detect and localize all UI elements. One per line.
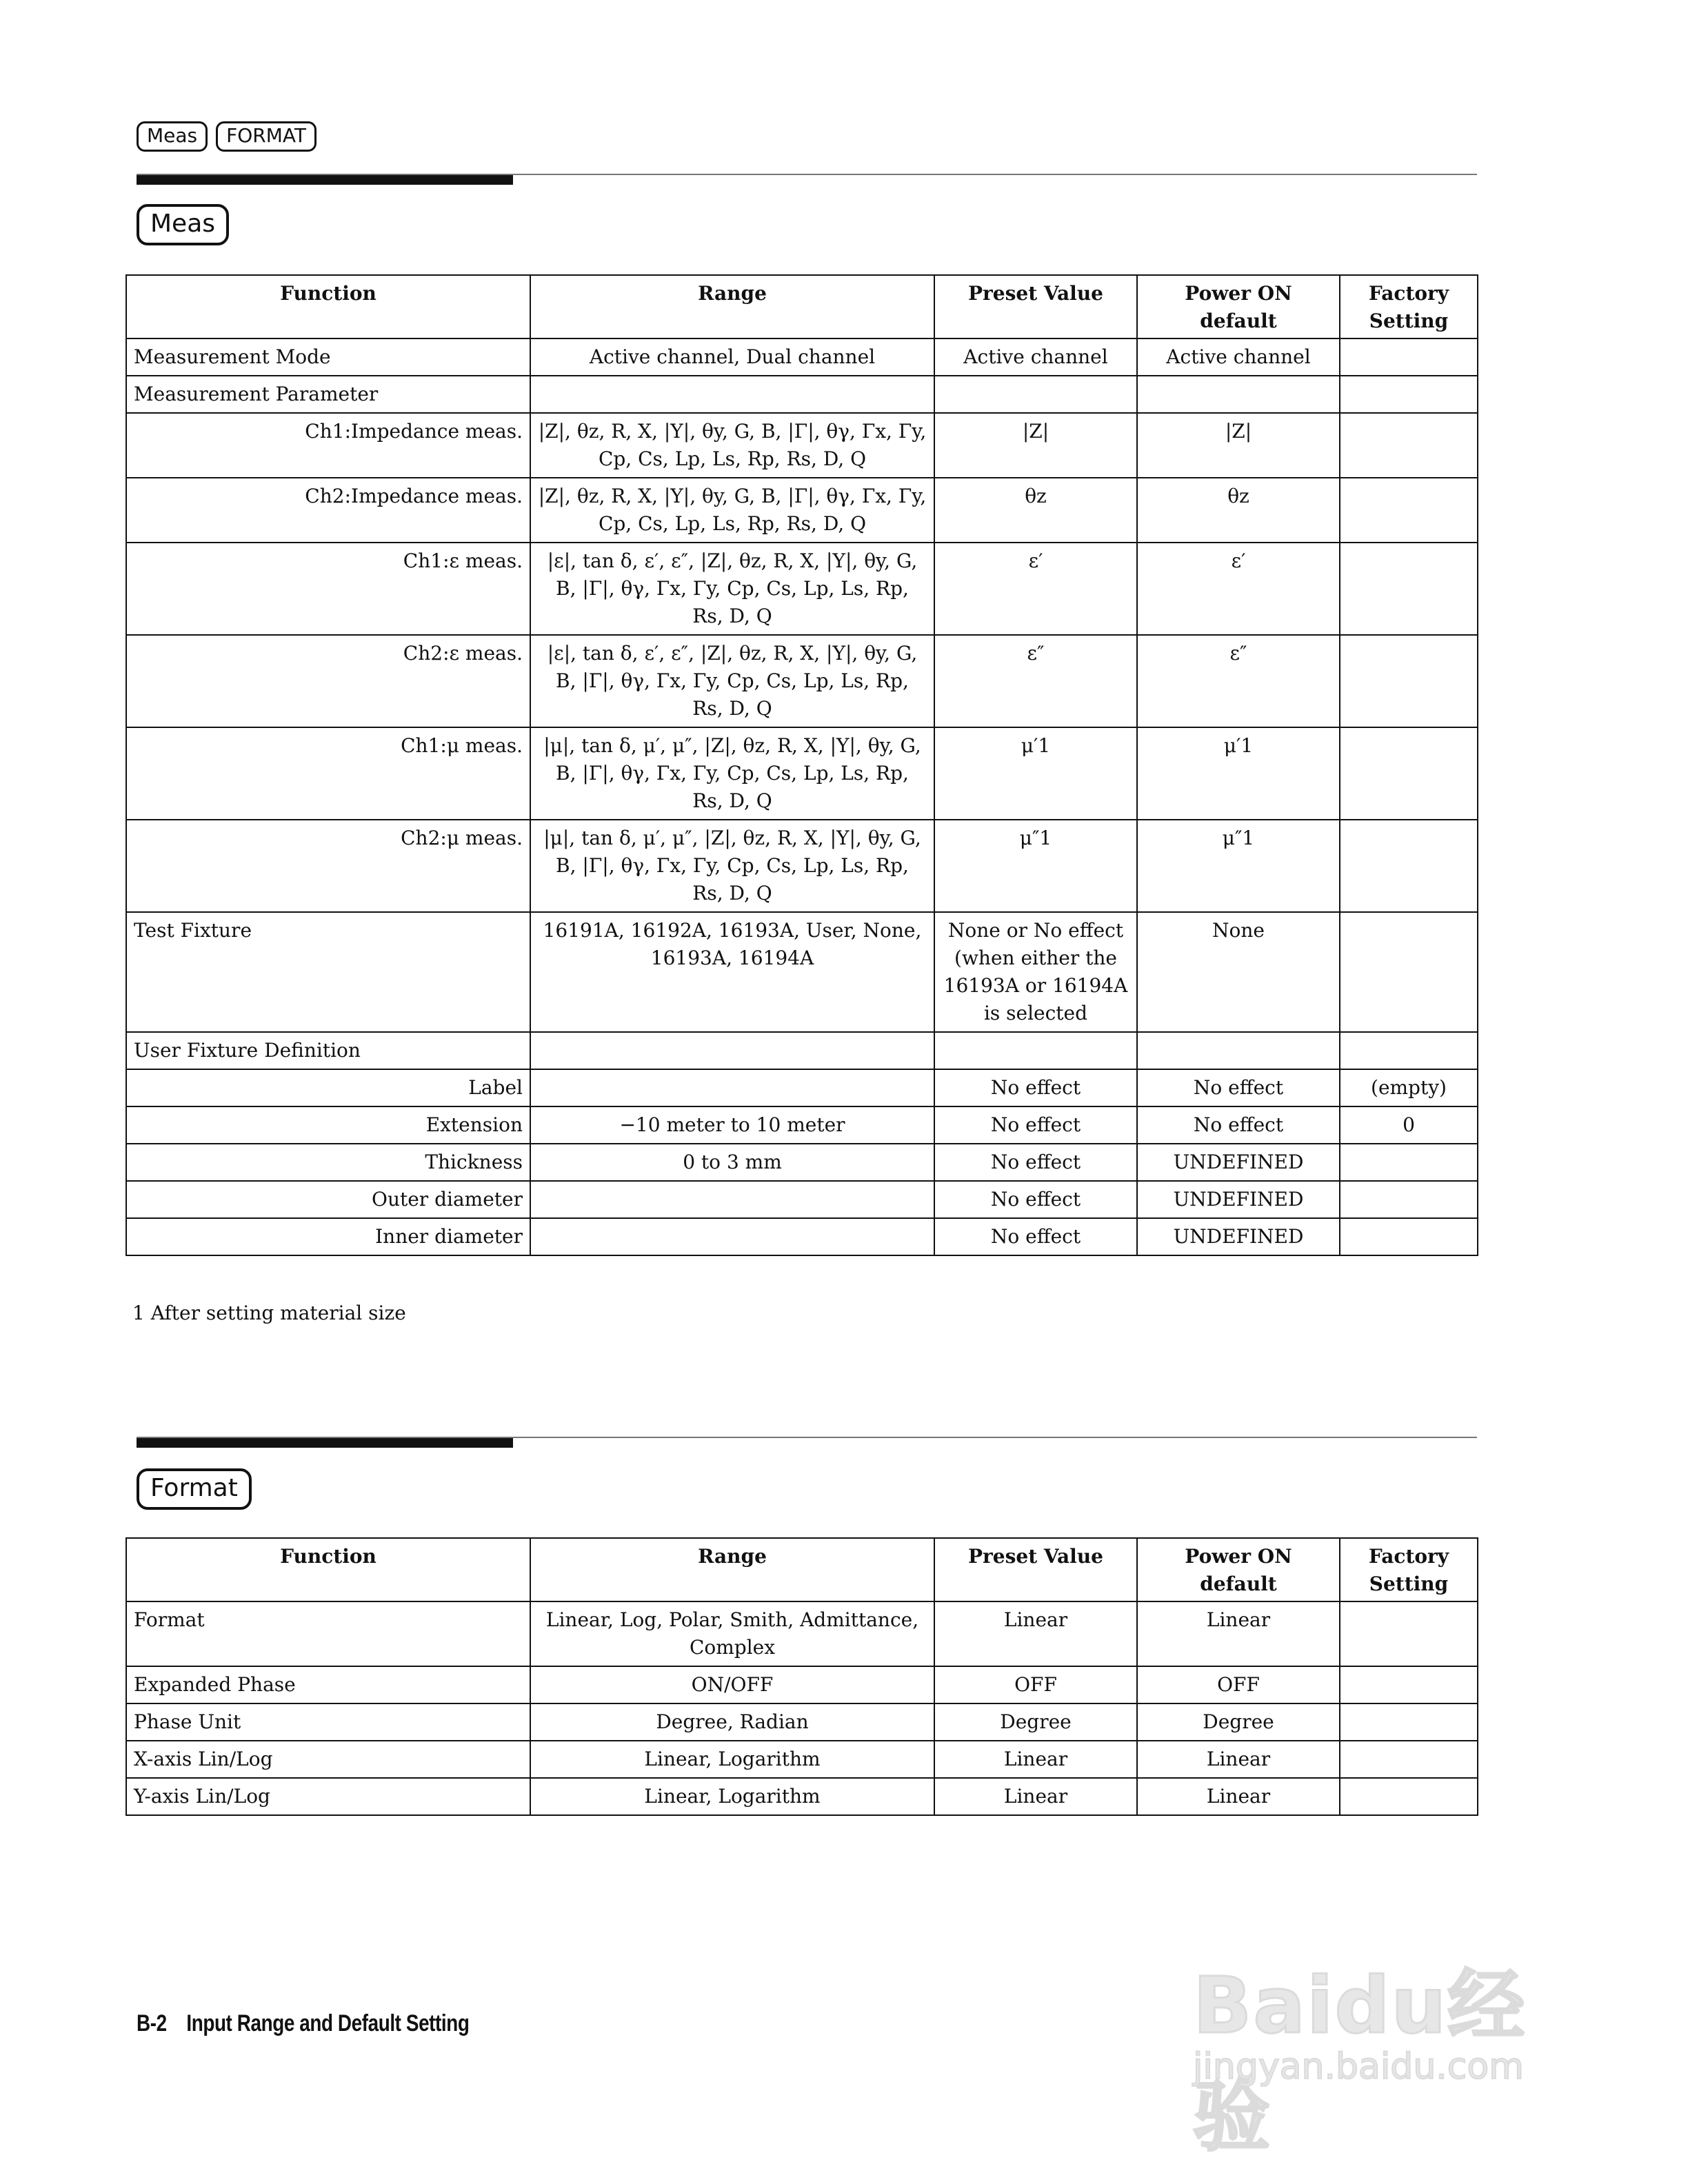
factory-cell xyxy=(1340,1218,1478,1255)
function-cell: Test Fixture xyxy=(126,912,530,1032)
function-cell: Extension xyxy=(126,1106,530,1144)
range-cell xyxy=(530,1032,934,1069)
factory-cell xyxy=(1340,1181,1478,1218)
poweron-cell: No effect xyxy=(1137,1069,1340,1106)
table-row xyxy=(126,1144,1478,1181)
factory-cell xyxy=(1340,1666,1478,1703)
preset-cell xyxy=(934,376,1137,413)
format-key-label: FORMAT xyxy=(216,121,316,152)
format-table-header xyxy=(126,1538,1478,1601)
function-cell: Format xyxy=(126,1601,530,1666)
poweron-cell: |Z| xyxy=(1137,413,1340,478)
function-cell: Ch2:Impedance meas. xyxy=(126,478,530,543)
factory-cell xyxy=(1340,820,1478,912)
function-cell: Ch1:Impedance meas. xyxy=(126,413,530,478)
table-row xyxy=(126,1106,1478,1144)
factory-cell xyxy=(1340,1144,1478,1181)
col-header-poweron: Power ON default xyxy=(1137,275,1340,338)
table-row xyxy=(126,478,1478,543)
preset-cell: None or No effect (when either the 16193A or 16194A is selected xyxy=(934,912,1137,1032)
header-keys xyxy=(137,121,316,152)
poweron-cell: Linear xyxy=(1137,1601,1340,1666)
table-row xyxy=(126,1181,1478,1218)
col-header-preset: Preset Value xyxy=(934,275,1137,338)
col-header-poweron: Power ON default xyxy=(1137,1538,1340,1601)
meas-key-label: Meas xyxy=(137,121,208,152)
table-row xyxy=(126,1601,1478,1666)
preset-cell: θz xyxy=(934,478,1137,543)
function-cell: Ch1:μ meas. xyxy=(126,727,530,820)
meas-section-heading xyxy=(137,204,229,245)
preset-cell: Linear xyxy=(934,1601,1137,1666)
preset-cell: No effect xyxy=(934,1106,1137,1144)
footer-title: Input Range and Default Setting xyxy=(186,2010,470,2036)
factory-cell xyxy=(1340,635,1478,727)
range-cell: |μ|, tan δ, μ′, μ″, |Z|, θz, R, X, |Y|, θy, G, B, |Γ|, θγ, Γx, Γy, Cp, Cs, Lp, Ls, Rp, Rs, D, Q xyxy=(530,727,934,820)
preset-cell: No effect xyxy=(934,1181,1137,1218)
format-table xyxy=(125,1537,1478,1816)
function-cell: Thickness xyxy=(126,1144,530,1181)
factory-cell xyxy=(1340,478,1478,543)
poweron-cell: Linear xyxy=(1137,1741,1340,1778)
table-row xyxy=(126,727,1478,820)
range-cell: ON/OFF xyxy=(530,1666,934,1703)
poweron-cell: OFF xyxy=(1137,1666,1340,1703)
range-cell xyxy=(530,1181,934,1218)
preset-cell: μ′1 xyxy=(934,727,1137,820)
table-row xyxy=(126,1069,1478,1106)
format-section-heading xyxy=(137,1468,252,1510)
poweron-cell: μ′1 xyxy=(1137,727,1340,820)
col-header-function: Function xyxy=(126,1538,530,1601)
factory-cell xyxy=(1340,338,1478,376)
table-row xyxy=(126,1218,1478,1255)
range-cell: Active channel, Dual channel xyxy=(530,338,934,376)
table-row xyxy=(126,635,1478,727)
preset-cell: μ″1 xyxy=(934,820,1137,912)
preset-cell: Degree xyxy=(934,1703,1137,1741)
meas-section-key: Meas xyxy=(137,204,229,245)
preset-cell: Linear xyxy=(934,1778,1137,1815)
range-cell: Linear, Log, Polar, Smith, Admittance, Complex xyxy=(530,1601,934,1666)
table-row xyxy=(126,1778,1478,1815)
table-row xyxy=(126,1032,1478,1069)
page-footer xyxy=(137,2010,470,2037)
preset-cell: No effect xyxy=(934,1218,1137,1255)
function-cell: User Fixture Definition xyxy=(126,1032,530,1069)
factory-cell xyxy=(1340,727,1478,820)
poweron-cell: θz xyxy=(1137,478,1340,543)
function-cell: Inner diameter xyxy=(126,1218,530,1255)
function-cell: Measurement Parameter xyxy=(126,376,530,413)
meas-table xyxy=(125,274,1478,1256)
preset-cell: |Z| xyxy=(934,413,1137,478)
section-rule xyxy=(137,174,1477,175)
factory-cell: (empty) xyxy=(1340,1069,1478,1106)
function-cell: X-axis Lin/Log xyxy=(126,1741,530,1778)
preset-cell xyxy=(934,1032,1137,1069)
watermark-logo: Baidu经验 xyxy=(1193,1961,1527,2162)
preset-cell: Linear xyxy=(934,1741,1137,1778)
poweron-cell: Degree xyxy=(1137,1703,1340,1741)
function-cell: Ch1:ε meas. xyxy=(126,543,530,635)
function-cell: Phase Unit xyxy=(126,1703,530,1741)
preset-cell: ε″ xyxy=(934,635,1137,727)
factory-cell xyxy=(1340,1032,1478,1069)
format-section-key: Format xyxy=(137,1468,252,1510)
meas-table-header xyxy=(126,275,1478,338)
section-rule xyxy=(137,1437,1477,1438)
watermark-url: jingyan.baidu.com xyxy=(1193,2046,1524,2087)
range-cell: Degree, Radian xyxy=(530,1703,934,1741)
section-bar xyxy=(137,174,513,185)
table-row xyxy=(126,543,1478,635)
page-number: B-2 xyxy=(137,2010,167,2036)
factory-cell xyxy=(1340,543,1478,635)
poweron-cell: ε″ xyxy=(1137,635,1340,727)
poweron-cell: Active channel xyxy=(1137,338,1340,376)
range-cell: |Z|, θz, R, X, |Y|, θy, G, B, |Γ|, θγ, Γx, Γy, Cp, Cs, Lp, Ls, Rp, Rs, D, Q xyxy=(530,478,934,543)
table-row xyxy=(126,1741,1478,1778)
function-cell: Y-axis Lin/Log xyxy=(126,1778,530,1815)
poweron-cell: Linear xyxy=(1137,1778,1340,1815)
factory-cell xyxy=(1340,376,1478,413)
range-cell: |ε|, tan δ, ε′, ε″, |Z|, θz, R, X, |Y|, θy, G, B, |Γ|, θγ, Γx, Γy, Cp, Cs, Lp, Ls, Rp, Rs, D, Q xyxy=(530,635,934,727)
factory-cell xyxy=(1340,1703,1478,1741)
preset-cell: No effect xyxy=(934,1069,1137,1106)
range-cell: 16191A, 16192A, 16193A, User, None, 16193A, 16194A xyxy=(530,912,934,1032)
factory-cell xyxy=(1340,413,1478,478)
col-header-preset: Preset Value xyxy=(934,1538,1137,1601)
preset-cell: Active channel xyxy=(934,338,1137,376)
col-header-factory: Factory Setting xyxy=(1340,1538,1478,1601)
factory-cell xyxy=(1340,1778,1478,1815)
range-cell: Linear, Logarithm xyxy=(530,1778,934,1815)
watermark xyxy=(1172,1910,1579,2162)
function-cell: Outer diameter xyxy=(126,1181,530,1218)
range-cell xyxy=(530,1069,934,1106)
poweron-cell: UNDEFINED xyxy=(1137,1218,1340,1255)
function-cell: Label xyxy=(126,1069,530,1106)
poweron-cell: None xyxy=(1137,912,1340,1032)
poweron-cell: No effect xyxy=(1137,1106,1340,1144)
factory-cell xyxy=(1340,912,1478,1032)
poweron-cell: UNDEFINED xyxy=(1137,1181,1340,1218)
table-row xyxy=(126,338,1478,376)
range-cell: |ε|, tan δ, ε′, ε″, |Z|, θz, R, X, |Y|, θy, G, B, |Γ|, θγ, Γx, Γy, Cp, Cs, Lp, Ls, Rp, Rs, D, Q xyxy=(530,543,934,635)
poweron-cell: μ″1 xyxy=(1137,820,1340,912)
preset-cell: OFF xyxy=(934,1666,1137,1703)
col-header-factory: Factory Setting xyxy=(1340,275,1478,338)
poweron-cell xyxy=(1137,376,1340,413)
table-row xyxy=(126,1703,1478,1741)
col-header-range: Range xyxy=(530,275,934,338)
function-cell: Measurement Mode xyxy=(126,338,530,376)
preset-cell: No effect xyxy=(934,1144,1137,1181)
table-row xyxy=(126,1666,1478,1703)
factory-cell xyxy=(1340,1741,1478,1778)
range-cell: |μ|, tan δ, μ′, μ″, |Z|, θz, R, X, |Y|, θy, G, B, |Γ|, θγ, Γx, Γy, Cp, Cs, Lp, Ls, Rp, Rs, D, Q xyxy=(530,820,934,912)
factory-cell: 0 xyxy=(1340,1106,1478,1144)
col-header-function: Function xyxy=(126,275,530,338)
preset-cell: ε′ xyxy=(934,543,1137,635)
range-cell: Linear, Logarithm xyxy=(530,1741,934,1778)
table-row xyxy=(126,912,1478,1032)
function-cell: Ch2:μ meas. xyxy=(126,820,530,912)
range-cell xyxy=(530,1218,934,1255)
range-cell: 0 to 3 mm xyxy=(530,1144,934,1181)
section-bar xyxy=(137,1437,513,1448)
table-row xyxy=(126,820,1478,912)
range-cell: −10 meter to 10 meter xyxy=(530,1106,934,1144)
function-cell: Expanded Phase xyxy=(126,1666,530,1703)
poweron-cell: UNDEFINED xyxy=(1137,1144,1340,1181)
range-cell xyxy=(530,376,934,413)
footnote: 1 After setting material size xyxy=(132,1302,406,1324)
poweron-cell: ε′ xyxy=(1137,543,1340,635)
poweron-cell xyxy=(1137,1032,1340,1069)
range-cell: |Z|, θz, R, X, |Y|, θy, G, B, |Γ|, θγ, Γx, Γy, Cp, Cs, Lp, Ls, Rp, Rs, D, Q xyxy=(530,413,934,478)
table-row xyxy=(126,376,1478,413)
col-header-range: Range xyxy=(530,1538,934,1601)
factory-cell xyxy=(1340,1601,1478,1666)
table-row xyxy=(126,413,1478,478)
function-cell: Ch2:ε meas. xyxy=(126,635,530,727)
